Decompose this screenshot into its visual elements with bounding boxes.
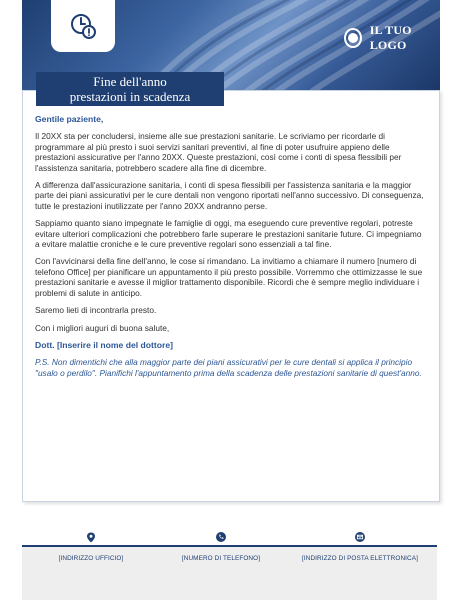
paragraph-flexible-accounts: A differenza dall'assicurazione sanitaria, i conti di spesa flessibili per l'assistenza sanitaria e la maggior parte dei piani assicurativi per le cure dentali non vengono riportati nell'anno successivo. Di conseguenza, tutte le prestazioni inutilizzate per l'anno 20XX andranno perse. xyxy=(35,180,424,211)
paragraph-closing: Saremo lieti di incontrarla presto. xyxy=(35,305,157,316)
location-pin-icon xyxy=(86,532,96,542)
logo-circle-icon xyxy=(344,28,362,48)
letter-body xyxy=(35,114,427,385)
paragraph-call-to-action: Con l'avvicinarsi della fine dell'anno, le cose si rimandano. La invitiamo a chiamare il numero [numero di telefono Office] per pianificare un appuntamento il più presto possibile. Vorremmo che ottimizzasse le sue prestazioni sanitarie e avesse il miglior trattamento disponibile. Ricordi che è sempre meglio individuare i problemi di salute in anticipo. xyxy=(35,256,423,298)
title-line-1: Fine dell'anno xyxy=(93,74,167,89)
footer-address-icon-wrap xyxy=(21,532,161,542)
clock-alert-badge xyxy=(51,0,115,52)
clock-alert-icon xyxy=(69,12,97,40)
footer-email: [INDIRIZZO DI POSTA ELETTRONICA] xyxy=(302,555,418,562)
footer-email-icon-wrap xyxy=(290,532,430,542)
salutation: Gentile paziente, xyxy=(35,114,104,124)
company-logo xyxy=(344,23,440,52)
logo-text: IL TUO LOGO xyxy=(369,23,412,52)
paragraph-preventive-care: Sappiamo quanto siano impegnate le famiglie di oggi, ma eseguendo cure preventive regolari, potreste evitare ulteriori complicazioni che potrebbero farle superare le prestazioni sanitarie future. Ci impegniamo a evitare malattie croniche e le cure preventive regolari sono essenziali a tal fine. xyxy=(35,218,422,250)
doctor-signature: Dott. [Inserire il nome del dottore] xyxy=(35,339,173,350)
title-line-2: prestazioni in scadenza xyxy=(69,89,191,104)
paragraph-regards: Con i migliori auguri di buona salute, xyxy=(35,322,170,333)
paragraph-intro: Il 20XX sta per concludersi, insieme alle sue prestazioni sanitarie. Le scriviamo per ricordarle di programmare al più presto i suoi servizi sanitari preventivi, al fine di poter usufruire appieno delle prestazioni assicurative per l'anno 20XX. Queste prestazioni, così come i conti di spesa flessibili per l'assistenza sanitaria, potrebbero scadere alla fine di dicembre. xyxy=(35,131,402,173)
footer-phone: [NUMERO DI TELEFONO] xyxy=(181,555,261,562)
phone-icon xyxy=(216,532,226,542)
footer-phone-icon-wrap xyxy=(151,532,291,542)
page-title xyxy=(36,72,224,106)
email-icon xyxy=(355,532,365,542)
footer-address: [INDIRIZZO UFFICIO] xyxy=(58,555,124,562)
postscript: P.S. Non dimentichi che alla maggior parte dei piani assicurativi per le cure dentali si applica il principio "usalo o perdilo". Pianifichi l'appuntamento prima della scadenza delle prestazioni sanitarie di quest'anno. xyxy=(35,357,422,378)
